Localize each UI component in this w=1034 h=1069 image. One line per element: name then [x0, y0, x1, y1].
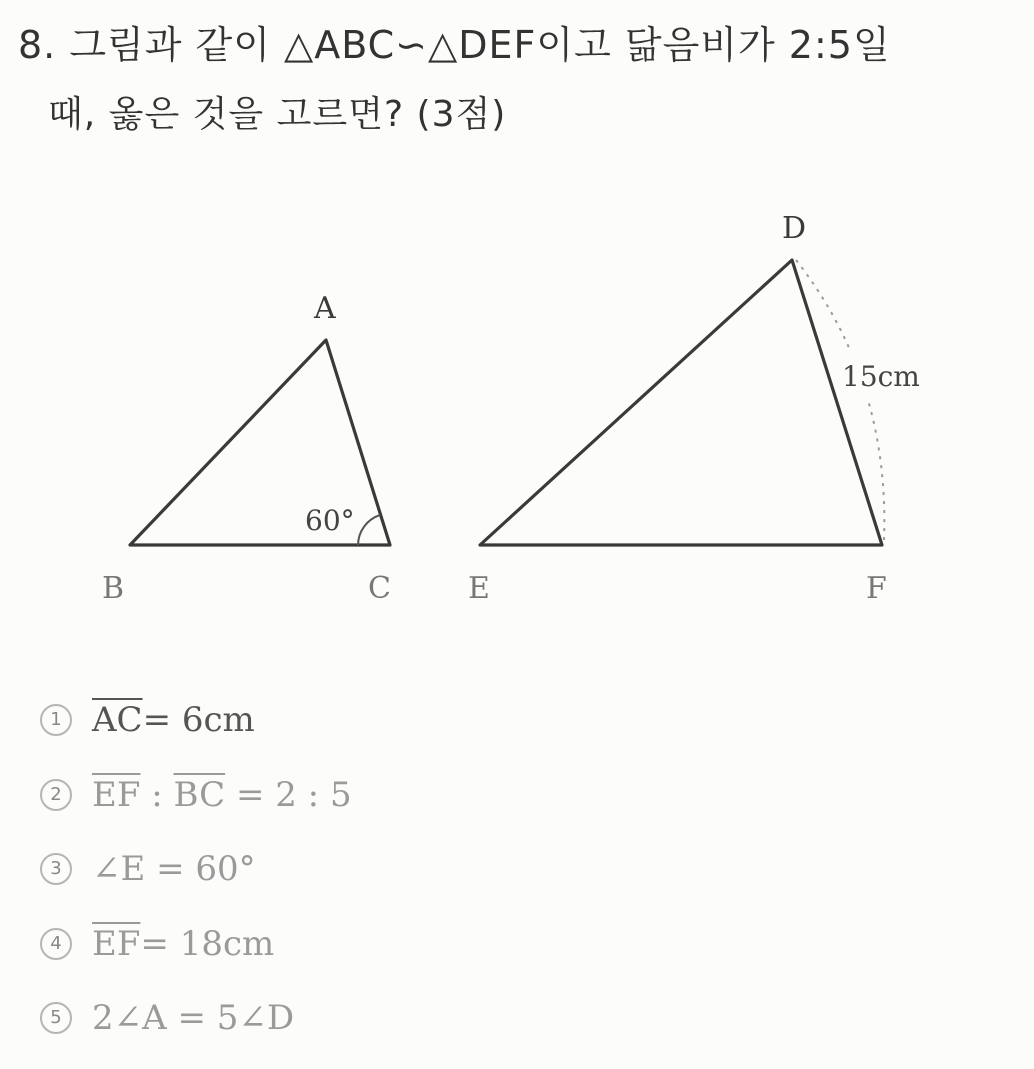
choice-4[interactable]	[40, 914, 352, 974]
choice-3[interactable]	[40, 839, 352, 899]
similar-triangles-figure	[0, 200, 1034, 620]
choice-text-3: ∠E = 60°	[92, 849, 256, 889]
choice-2-rest: = 2 : 5	[225, 774, 352, 815]
choice-number-4: 4	[40, 928, 72, 960]
segment-ef: $\overline{EF}$	[92, 774, 141, 815]
question-line-2: 때, 옳은 것을 고르면? (3점)	[48, 94, 507, 135]
df-length-arc	[796, 260, 884, 540]
choice-2[interactable]	[40, 765, 352, 825]
choice-number-3: 3	[40, 853, 72, 885]
vertex-c-label: C	[368, 571, 391, 606]
vertex-e-label: E	[468, 571, 490, 606]
choice-text-2	[92, 775, 352, 815]
choice-number-1: 1	[40, 704, 72, 736]
choice-1[interactable]	[40, 690, 352, 750]
choice-5[interactable]	[40, 988, 352, 1048]
angle-c-label: 60°	[305, 504, 355, 537]
vertex-d-label: D	[782, 211, 807, 246]
choice-number-5: 5	[40, 1002, 72, 1034]
segment-ac: $\overline{AC}$	[92, 700, 143, 740]
df-length-label: 15cm	[842, 360, 920, 393]
vertex-b-label: B	[102, 571, 125, 606]
triangle-def	[480, 260, 882, 545]
vertex-f-label: F	[866, 571, 887, 606]
angle-c-arc	[358, 515, 380, 545]
vertex-a-label: A	[314, 291, 336, 326]
segment-ef-2: $\overline{EF}$	[92, 923, 141, 964]
choice-number-2: 2	[40, 779, 72, 811]
choice-text-4	[92, 924, 274, 964]
choice-text-5: 2∠A = 5∠D	[92, 998, 295, 1038]
question-line-1: 8. 그림과 같이 △ABC∽△DEF이고 닮음비가 2:5일	[18, 23, 891, 67]
answer-choices	[40, 690, 352, 1063]
choice-text-1	[92, 700, 255, 740]
choice-1-rest: = 6cm	[142, 700, 255, 740]
choice-4-rest: = 18cm	[140, 923, 275, 964]
segment-bc: $\overline{BC}$	[173, 774, 226, 815]
choice-2-middle: :	[140, 774, 174, 815]
